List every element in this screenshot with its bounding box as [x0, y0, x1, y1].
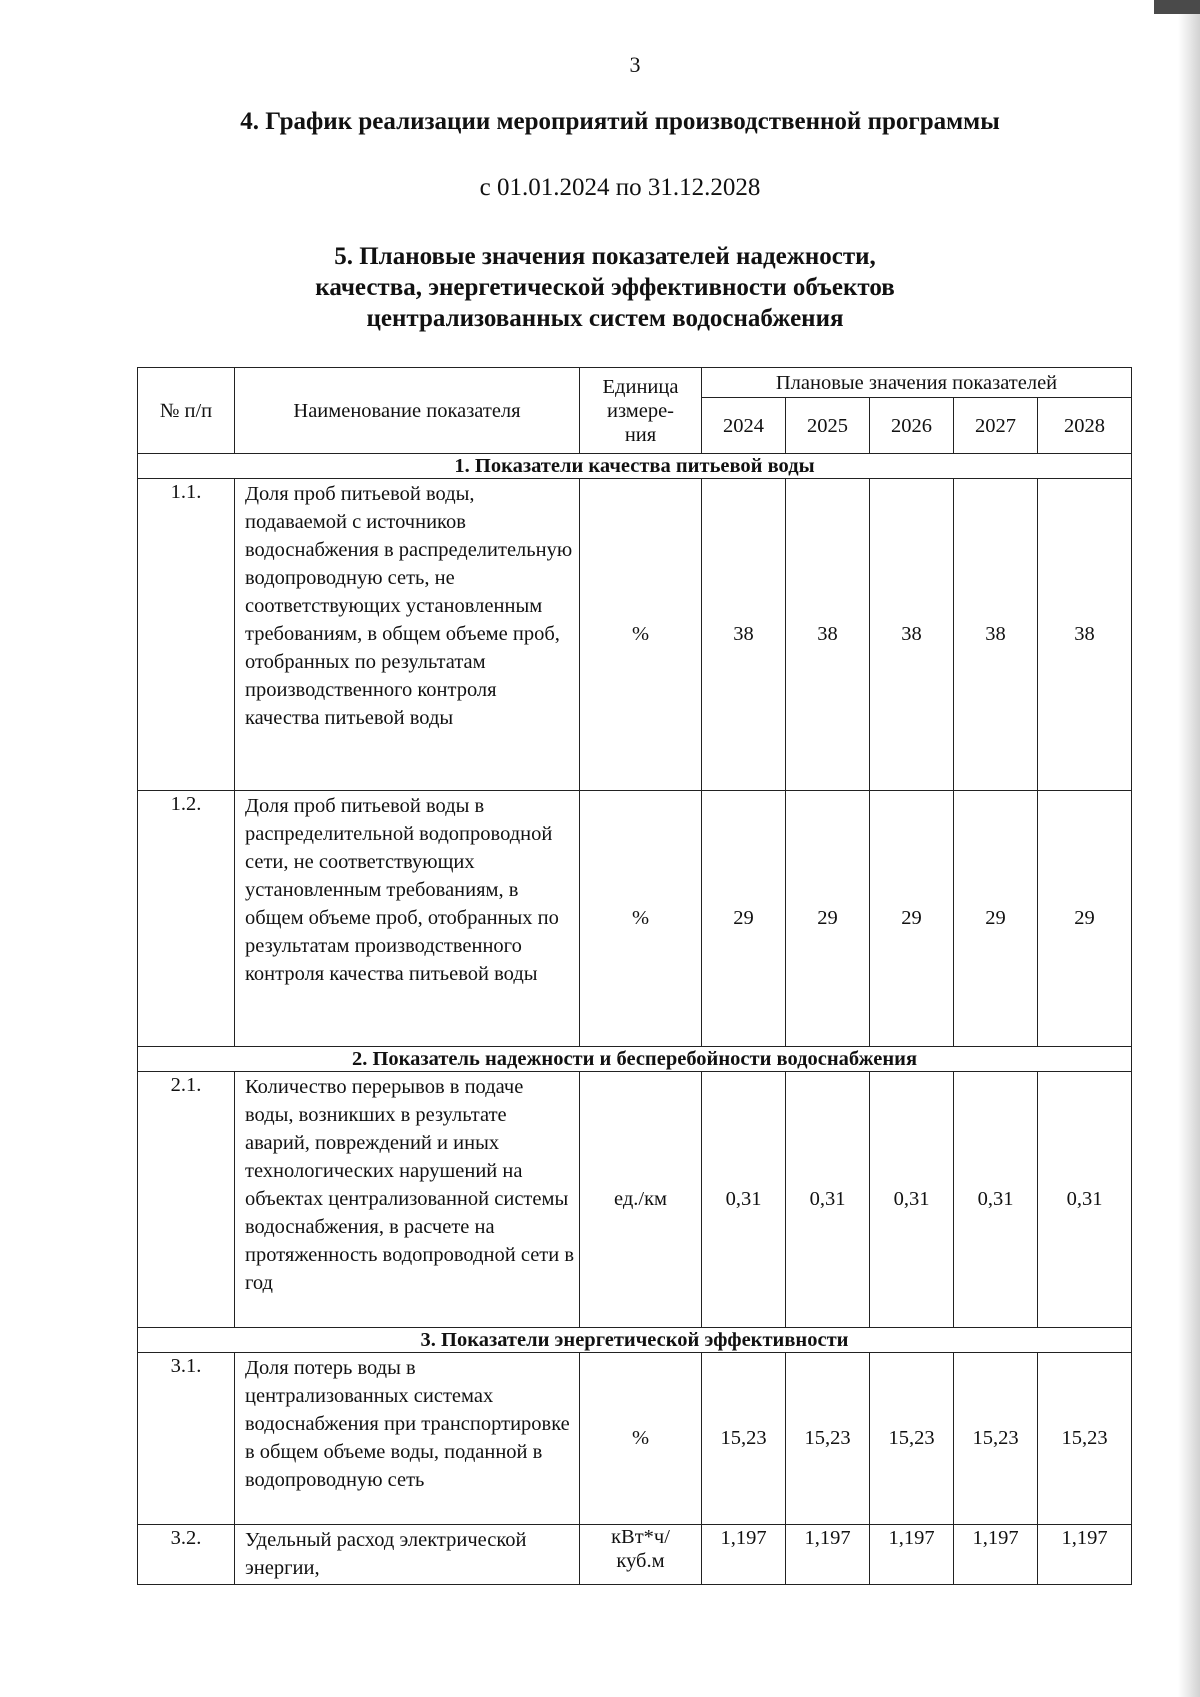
row-value: 29 [702, 791, 786, 1047]
header-row [138, 368, 1132, 398]
header-unit-line: Единица [602, 375, 679, 398]
row-value: 1,197 [954, 1525, 1038, 1585]
row-value: 0,31 [954, 1072, 1038, 1328]
row-value: 29 [954, 791, 1038, 1047]
section-title: 2. Показатель надежности и бесперебойности водоснабжения [138, 1047, 1132, 1072]
row-name: Количество перерывов в подаче воды, возникших в результате аварий, повреждений и иных технологических нарушений на объектах централизованной системы водоснабжения, в расчете на протяженность водопроводной сети в год [235, 1072, 580, 1328]
row-name: Удельный расход электрической энергии, [235, 1525, 580, 1585]
row-value: 29 [1038, 791, 1132, 1047]
section-5-title-line: 5. Плановые значения показателей надежности, [334, 243, 876, 270]
header-unit [580, 368, 702, 454]
row-value: 38 [702, 479, 786, 791]
scan-corner-mark [1154, 0, 1200, 14]
table-row [138, 479, 1132, 791]
row-value: 29 [786, 791, 870, 1047]
section-row [138, 1328, 1132, 1353]
row-value: 1,197 [786, 1525, 870, 1585]
indicators-table [137, 367, 1132, 1585]
page-number: 3 [629, 52, 641, 77]
row-num: 3.1. [138, 1353, 235, 1525]
row-unit-line: куб.м [616, 1550, 665, 1572]
row-value: 38 [786, 479, 870, 791]
row-unit: % [580, 1353, 702, 1525]
row-value: 15,23 [954, 1353, 1038, 1525]
row-name: Доля проб питьевой воды, подаваемой с источников водоснабжения в распределительную водопроводную сеть, не соответствующих установленным требованиям, в общем объеме проб, отобранных по результатам производственного контроля качества питьевой воды [235, 479, 580, 791]
section-4-title: 4. График реализации мероприятий производственной программы [240, 108, 1000, 135]
table-row [138, 1072, 1132, 1328]
row-value: 0,31 [702, 1072, 786, 1328]
row-unit: % [580, 791, 702, 1047]
row-value: 15,23 [1038, 1353, 1132, 1525]
header-num: № п/п [138, 368, 235, 454]
row-num: 1.2. [138, 791, 235, 1047]
header-unit-line: измере- [606, 399, 675, 422]
section-5-title-line: централизованных систем водоснабжения [366, 305, 844, 332]
header-unit-line: ния [624, 423, 657, 446]
row-value: 15,23 [786, 1353, 870, 1525]
row-num: 1.1. [138, 479, 235, 791]
row-unit [580, 1525, 702, 1585]
header-name: Наименование показателя [235, 368, 580, 454]
header-year: 2026 [870, 398, 954, 454]
row-value: 15,23 [702, 1353, 786, 1525]
row-value: 0,31 [786, 1072, 870, 1328]
row-name: Доля потерь воды в централизованных системах водоснабжения при транспортировке в общем объеме воды, поданной в водопроводную сеть [235, 1353, 580, 1525]
row-value: 38 [954, 479, 1038, 791]
header-planned: Плановые значения показателей [702, 368, 1132, 398]
row-value: 29 [870, 791, 954, 1047]
row-value: 1,197 [1038, 1525, 1132, 1585]
table-row [138, 1525, 1132, 1585]
row-name: Доля проб питьевой воды в распределительной водопроводной сети, не соответствующих установленным требованиям, в общем объеме проб, отобранных по результатам производственного контроля качества питьевой воды [235, 791, 580, 1047]
header-year: 2025 [786, 398, 870, 454]
header-year: 2024 [702, 398, 786, 454]
row-value: 1,197 [702, 1525, 786, 1585]
row-value: 1,197 [870, 1525, 954, 1585]
section-row [138, 454, 1132, 479]
table-row [138, 1353, 1132, 1525]
section-title: 1. Показатели качества питьевой воды [138, 454, 1132, 479]
row-value: 0,31 [1038, 1072, 1132, 1328]
section-5-title-line: качества, энергетической эффективности объектов [315, 274, 895, 301]
row-value: 38 [1038, 479, 1132, 791]
header-year: 2027 [954, 398, 1038, 454]
row-unit-line: кВт*ч/ [611, 1526, 670, 1548]
header-year: 2028 [1038, 398, 1132, 454]
row-value: 38 [870, 479, 954, 791]
row-unit: ед./км [580, 1072, 702, 1328]
section-5-title [0, 241, 1200, 334]
row-unit: % [580, 479, 702, 791]
section-row [138, 1047, 1132, 1072]
program-period: с 01.01.2024 по 31.12.2028 [479, 174, 761, 201]
row-value: 15,23 [870, 1353, 954, 1525]
row-num: 2.1. [138, 1072, 235, 1328]
section-title: 3. Показатели энергетической эффективности [138, 1328, 1132, 1353]
row-value: 0,31 [870, 1072, 954, 1328]
table-row [138, 791, 1132, 1047]
row-num: 3.2. [138, 1525, 235, 1585]
